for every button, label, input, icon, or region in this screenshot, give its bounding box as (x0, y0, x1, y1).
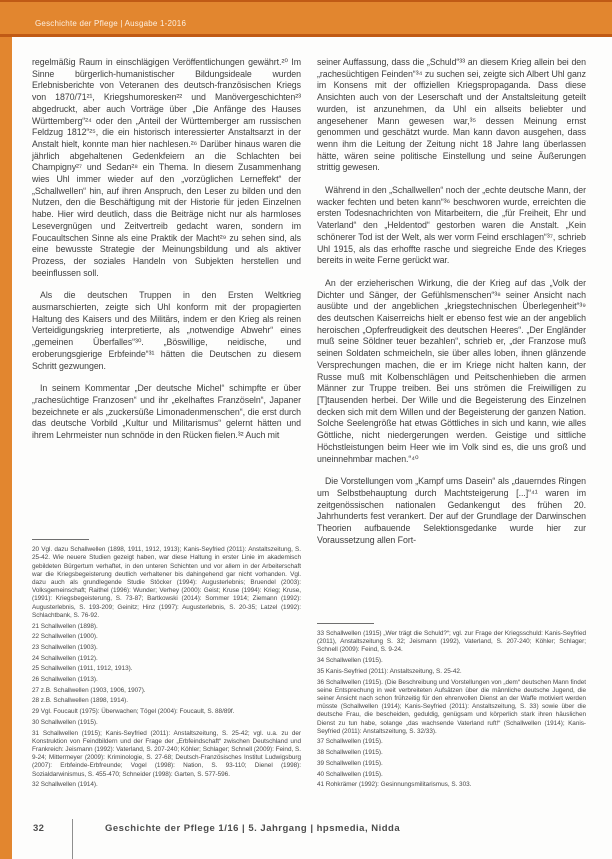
footer-divider (72, 819, 73, 859)
footnote: 40 Schallwellen (1915). (317, 770, 383, 778)
footnote-separator-rule (317, 623, 374, 624)
footnote: 24 Schallwellen (1912). (32, 654, 98, 662)
body-paragraph: seiner Auffassung, dass die „Schuld“³³ an diesem Krieg allein bei den „rachesüchtigen Feinden“³⁴ zu suchen sei, zeigte sich Albert Uhl ganz im Konsens mit der offiziellen Kriegspropaganda. Dass diese Ansichten auch von der Leserschaft und der Anstaltsleitung geteilt wurden, ist anzunehmen, da Uhl ein allseits beliebter und angesehener Mann gewesen war,³⁵ dessen Meinung ernst genommen und geschätzt wurde. Man kann davon ausgehen, dass wenn ihm die Leitung der Zeitung nicht 18 Jahre lang überlassen hätte, wären seine politische Einstellung und seine Äußerungen strittig gewesen. (317, 57, 586, 173)
footnote-block-left (32, 539, 301, 792)
footnote: 39 Schallwellen (1915). (317, 759, 383, 767)
footnote: 38 Schallwellen (1915). (317, 749, 383, 757)
footnote: 37 Schallwellen (1915). (317, 738, 383, 746)
body-paragraph: In seinem Kommentar „Der deutsche Michel“ schimpfte er über „rachesüchtige Franzosen“ und ihr „ekelhaftes Französeln“, Japaner bezeichnete er als „zuckersüße Limonadenmenschen“, die erst durch das deutsche Vorbild „Kultur und Militarismus“ gelernt hätten und ihrem Lehrmeister nun schnöde in den Rücken fielen.³² Auch mit (32, 383, 301, 441)
footnote: 35 Kanis-Seyfried (2011): Anstaltszeitung, S. 25-42. (317, 667, 462, 675)
footnote-separator-rule (32, 539, 89, 540)
footnote: 41 Rohkrämer (1992): Gesinnungsmilitarismus, S. 303. (317, 781, 472, 789)
page-number: 32 (33, 823, 45, 834)
footnote: 27 z.B. Schallwellen (1903, 1906, 1907). (32, 686, 146, 694)
footnote: 26 Schallwellen (1913). (32, 676, 98, 684)
page-header (0, 0, 612, 37)
footnote: 29 Vgl. Foucault (1975): Überwachen; Tögel (2004): Foucault, S. 88/89f. (32, 708, 235, 716)
left-column (32, 57, 301, 792)
journal-header-title: Geschichte der Pflege | Ausgabe 1-2016 (35, 19, 187, 28)
two-column-text (32, 57, 586, 792)
body-paragraph: Als die deutschen Truppen in den Ersten Weltkrieg ausmarschierten, zeigte sich Uhl konform mit der propagierten Haltung des Kaisers und des Militärs, indem er den Krieg als reinen Verteidigungskrieg interpretierte, als „notwendige Abwehr“ eines „gemeinen Überfalles“³⁰. „Böswillige, neidische, und eroberungsgierige Erbfeinde“³¹ hätten die Deutschen zu diesem Schritt gezwungen. (32, 290, 301, 371)
footnote: 34 Schallwellen (1915). (317, 657, 383, 665)
right-column (317, 57, 586, 792)
footnote: 36 Schallwellen (1915). (Die Beschreibung und Vorstellungen von „dem“ deutschen Mann findet seine Entsprechung in weit verbreiteten Aufsätzen über die männliche deutsche Jugend, die seiner Ansicht nach schon frühzeitig für den ehrenvollen Dienst an der Waffe motiviert werden müsste (Schallwellen (1914); Kanis-Seyfried (2011): Anstaltszeitung, S. 33) sowie über die deutsche Frau, die bescheiden, geduldig, genügsam und körperlich stark ihren häuslichen Dienst zu tun habe, solange „das wachsende Vaterland ruft!“ (Schallwellen (1914); Kanis-Seyfried (2011): Anstaltszeitung, S. 32/33). (317, 678, 586, 735)
left-accent-strip (0, 0, 12, 859)
footnote: 33 Schallwellen (1915) „Wer trägt die Schuld?“; vgl. zur Frage der Kriegsschuld: Kanis-Seyfried (2011), Anstaltszeitung S. 32; Jeismann (1992), Vaterland, S. 207-240; Köhler; Schlager; Schnell (2009): Feind, S. 9-24. (317, 630, 586, 654)
footnote-block-right (317, 623, 586, 792)
body-paragraph: An der erzieherischen Wirkung, die der Krieg auf das „Volk der Dichter und Sänger, der Gefühlsmenschen“³⁸ seiner Ansicht nach ausübte und der angeblichen „kriegstechnischen Überlegenheit“³⁹ des deutschen Kaiserreichs hielt er ebenso fest wie an der angeblich heroischen „Opferfreudigkeit des deutschen Heeres“. „Der Engländer muß seine Söldner teuer bezahlen“, schrieb er, „der Franzose muß seinen Soldaten schmeicheln, sie über alles loben, ihnen glänzende Versprechungen machen, die er im Kriege nicht halten kann, der Russe muß mit Kolbenschlägen und Peitschenhieben die armen Männer zur Truppe treiben. Bei uns strömen die Freiwilligen zu [T]tausenden herbei. Der Wille und die Begeisterung des Einzelnen decken sich mit dem Willen und der Begeisterung der ganzen Nation. Solche Seelengröße hat etwas Göttliches in sich und kann, wie alles Göttliche, nicht niedergerungen werden. Geistige und sittliche Höchstleistungen beim Heer wie im Volk sind es, die uns groß und uneinnehmbar machen.“⁴⁰ (317, 277, 586, 464)
footnote: 28 z.B. Schallwellen (1898, 1914). (32, 697, 128, 705)
footnote: 21 Schallwellen (1898). (32, 622, 98, 630)
footnote: 30 Schallwellen (1915). (32, 718, 98, 726)
body-paragraph: regelmäßig Raum in einschlägigen Veröffentlichungen gewährt.²⁰ Im Sinne bürgerlich-humanistischer Bildungsideale wurden Erlebnisberichte von Veteranen des deutsch-französischen Kriegs von 1870/71²¹, Kriegshumoresken²² und Manövergeschichten²³ abgedruckt, aber auch Vorträge über „Die Anfänge des Hauses Württemberg“²⁴ oder den „Anteil der Württemberger am russischen Feldzug 1812“²⁵, die ein historisch interessierter Anstaltsarzt in der Anstalt hielt, konnte man hier nachlesen.²⁶ Darüber hinaus waren die jährlich abgehaltenen Gedenkfeiern an die Schlachten bei Champigny²⁷ und Sedan²⁸ ein Thema. In diesem Zusammenhang wies Uhl immer wieder auf den „vorzüglichen Lerneffekt“ der „Schallwellen“ hin, auf ihren Anspruch, den Leser zu bilden und den Nutzen, den die Beschäftigung mit der Historie für jeden Einzelnen habe. Hier wird deutlich, dass die Beiträge nicht nur als harmloses Lesevergnügen und Zeitvertreib gedacht waren, sondern im Foucaultschen Sinne als eine Praktik der Macht²⁹ zu sehen sind, als eine bewusste Strategie der Meinungsbildung und als aktiver Prozess, der soziales Handeln von Subjekten herstellen und beeinflussen soll. (32, 57, 301, 278)
footnote: 22 Schallwellen (1900). (32, 633, 98, 641)
body-paragraph: Während in den „Schallwellen“ noch der „echte deutsche Mann, der wacker fechten und beten kann“³⁶ beschworen wurde, erreichten die ersten Todesnachrichten von Mitarbeitern, die „für Freiheit, Ehr und Vaterland“ den „Heldentod“ gestorben waren die Anstalt. „Kein schönerer Tod ist der Welt, als wer vorm Feind erschlagen“³⁷, schrieb Uhl 1915, als das erhoffte rasche und siegreiche Ende des Krieges bereits in weite Ferne gerückt war. (317, 185, 586, 266)
footnote: 31 Schallwellen (1915); Kanis-Seyfried (2011): Anstaltszeitung, S. 25-42; vgl. u.a. zu der Konstruktion von Feindbildern und der Frage der „Erbfeindschaft“ zwischen Deutschland und Frankreich: Jeismann (1992): Vaterland, S. 207-240; Köhler; Schlager; Schnell (2009): Feind, S. 9-24; Mittermeyer (2009): Kriminologie, S. 27-68; Deutsch-Französisches Institut Ludwigsburg (2007): Erbfeinde-Erbfreunde; Vogel (1998): Nation, S. 93-110; Dienel (1998): Sozialdarwinismus, S. 455-470; Schneider (1998): Garten, S. 577-596. (32, 729, 301, 778)
footnote: 20 Vgl. dazu Schallwellen (1898, 1911, 1912, 1913); Kanis-Seyfried (2011): Anstaltszeitung, S. 25-42. Wie neuere Studien gezeigt haben, war diese Haltung in erster Linie im akademisch gebildeten Bürgertum verhaftet, in den unteren Schichten und vor allem in der Arbeiterschaft war die Kriegsbegeisterung deutlich verhaltener bis dahingehend gar nicht vorhanden. Vgl. dazu auch als grundlegende Studie Stöcker (1994): Augusterlebnis; Bruendel (2003): Volksgemeinschaft; Raithel (1996): Wunder; Verhey (2000): Geist; Kruse (1994): Krieg; Kruse, (1991): Kriegsbegeisterung, S. 73-87; Bartkowski (2014): Sommer 1914; Ziemann (1992): Augusterlebnis, S. 193-209; Geinitz; Hinz (1997): Augusterlebnis, S. 20-35; Latzel (1992): Schlachtbank, S. 76-92. (32, 546, 301, 619)
page-footer (0, 817, 612, 859)
body-paragraph: Die Vorstellungen vom „Kampf ums Dasein“ als „dauerndes Ringen um Selbstbehauptung durch Machtsteigerung [...]“⁴¹ waren im zeitgenössischen nationalen Gedankengut des frühen 20. Jahrhunderts fest verankert. Der auf der Grundlage der Darwinschen Theorien aufbauende Selektionsgedanke wurde hier zur Voraussetzung allen Fort- (317, 476, 586, 545)
footnote: 25 Schallwellen (1911, 1912, 1913). (32, 665, 133, 673)
journal-footer-line: Geschichte der Pflege 1/16 | 5. Jahrgang | hpsmedia, Nidda (105, 823, 401, 834)
footnote: 23 Schallwellen (1903). (32, 643, 98, 651)
footnote: 32 Schallwellen (1914). (32, 781, 98, 789)
